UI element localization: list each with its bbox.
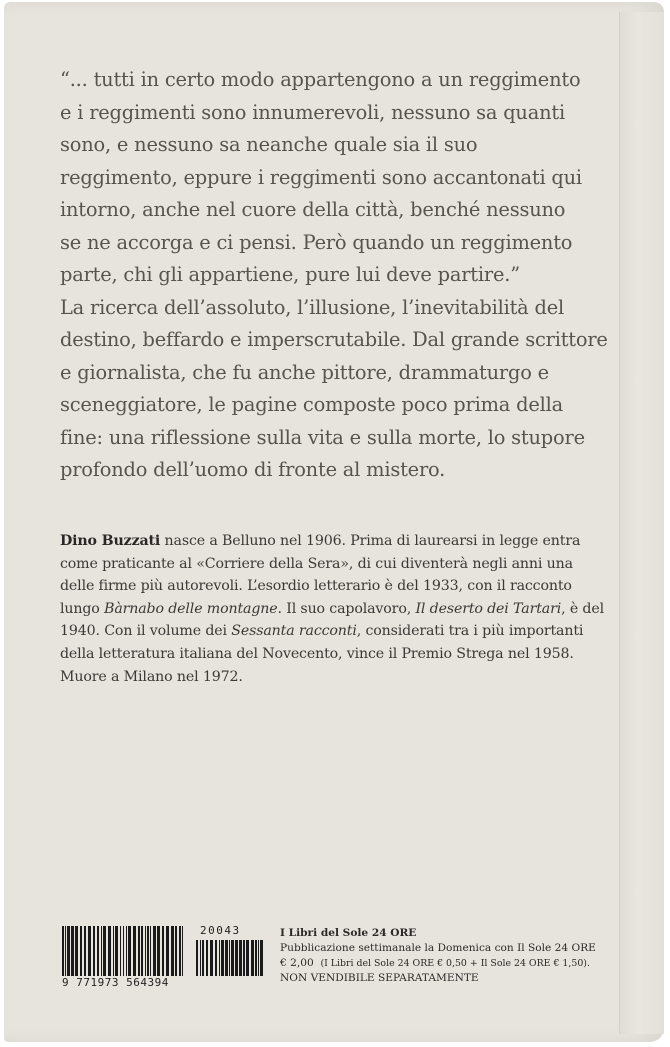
- book-back-cover: [4, 2, 664, 1042]
- blurb-line: fine: una riflessione sulla vita e sulla morte, lo stupore: [60, 425, 585, 449]
- author-bio: [60, 530, 608, 688]
- barcode-bars-icon: [62, 926, 184, 976]
- author-name: Dino Buzzati: [60, 533, 161, 549]
- bio-text: nasce a Belluno nel 1906. Prima di laurearsi in legge entra come praticante al «Corriere della Sera», di cui diventerà negli anni una delle firme più autorevoli. L’esordio letterario è del 1933, con il racconto lungo: [60, 533, 581, 617]
- barcode: [62, 926, 270, 992]
- barcode-addon-bars-icon: [196, 940, 264, 976]
- blurb-line: parte, chi gli appartiene, pure lui deve partire.”: [60, 263, 520, 286]
- blurb-line: profondo dell’uomo di fronte al mistero.: [60, 458, 446, 481]
- blurb-line: sceneggiatore, le pagine composte poco prima della: [60, 393, 563, 416]
- barcode-addon-number: 20043: [200, 924, 241, 937]
- blurb-line: reggimento, eppure i reggimenti sono accantonati qui: [60, 165, 582, 189]
- blurb-line: destino, beffardo e imperscrutabile. Dal grande scrittore: [60, 328, 608, 351]
- price-line: [280, 956, 620, 971]
- series-name: I Libri del Sole 24 ORE: [280, 927, 417, 939]
- price: € 2,00: [280, 957, 314, 969]
- book-title: Il deserto dei Tartari: [415, 600, 562, 617]
- publication-info: [280, 926, 620, 986]
- blurb-line: “... tutti in certo modo appartengono a un reggimento: [60, 68, 581, 91]
- bio-text: , considerati tra i più importanti della letteratura italiana del Novecento, vince il Premio Strega nel 1958. Muore a Milano nel 1972.: [60, 623, 584, 685]
- book-title: Sessanta racconti: [231, 623, 357, 640]
- bio-text: . Il suo capolavoro,: [277, 600, 416, 617]
- blurb-line: e i reggimenti sono innumerevoli, nessuno sa quanti: [60, 100, 565, 124]
- blurb-text: [60, 64, 620, 487]
- price-detail: (I Libri del Sole 24 ORE € 0,50 + Il Sole 24 ORE € 1,50).: [320, 958, 590, 969]
- publication-line: Pubblicazione settimanale la Domenica con Il Sole 24 ORE: [280, 942, 596, 954]
- bio-text: , è del 1940. Con il volume dei: [60, 600, 604, 640]
- blurb-line: intorno, anche nel cuore della città, benché nessuno: [60, 198, 566, 221]
- barcode-number: 9 771973 564394: [62, 976, 169, 989]
- blurb-line: se ne accorga e ci pensi. Però quando un reggimento: [60, 230, 573, 254]
- blurb-line: e giornalista, che fu anche pittore, drammaturgo e: [60, 360, 549, 384]
- blurb-line: sono, e nessuno sa neanche quale sia il suo: [60, 133, 478, 156]
- blurb-line: La ricerca dell’assoluto, l’illusione, l’inevitabilità del: [60, 295, 564, 319]
- book-title: Bàrnabo delle montagne: [104, 600, 278, 617]
- page-edge: [619, 12, 664, 1034]
- sale-notice: NON VENDIBILE SEPARATAMENTE: [280, 972, 479, 984]
